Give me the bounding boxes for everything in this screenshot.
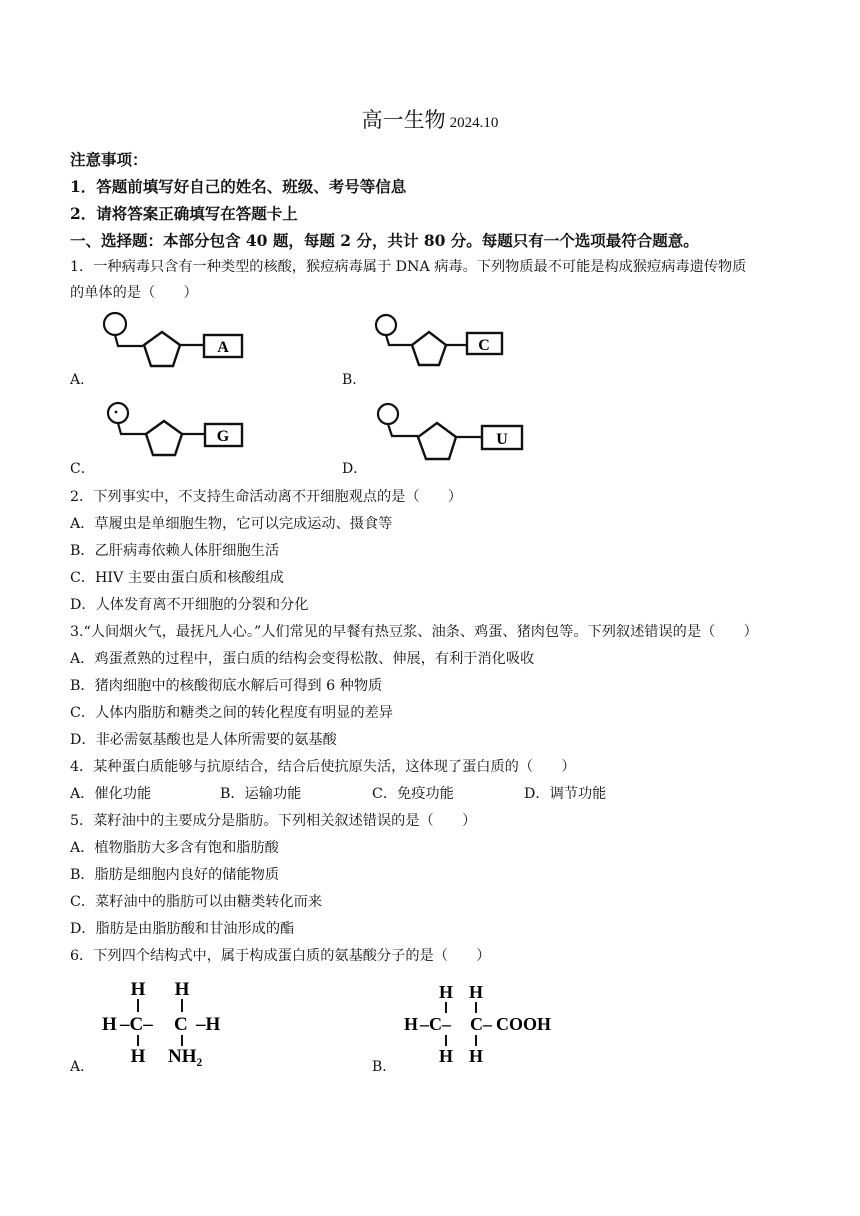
formula-b-c1: –C–	[420, 1014, 451, 1034]
title-text: 高一生物	[361, 108, 446, 132]
q2-option-d: D．人体发育离不开细胞的分裂和分化	[70, 597, 309, 613]
nucleotide-diagram-d	[374, 400, 534, 470]
nucleotide-diagram-a	[100, 310, 250, 380]
q4-option-d: D．调节功能	[524, 786, 607, 802]
q4-option-c: C．免疫功能	[372, 786, 454, 802]
formula-b-left-h: H	[404, 1014, 419, 1034]
q1-option-b-label: B．	[342, 372, 367, 388]
nucleotide-diagram-b	[372, 312, 522, 382]
structural-formula-b	[402, 980, 572, 1065]
notice-item-1: 1．答题前填写好自己的姓名、班级、考号等信息	[70, 177, 407, 196]
formula-b-bottom-1: H	[438, 1046, 454, 1066]
formula-a-left-h: H	[102, 1014, 117, 1035]
formula-b-bottom-2: H	[468, 1046, 484, 1066]
formula-a-c1: –C–	[120, 1014, 153, 1035]
formula-a-bottom-1: H	[130, 1046, 146, 1067]
formula-b-top-1: H	[438, 982, 454, 1002]
formula-a-bottom-2: NH₂	[168, 1046, 203, 1067]
formula-b-c2: C–	[470, 1014, 492, 1034]
base-label-d: U	[496, 431, 508, 448]
q6-option-a-label: A．	[70, 1059, 95, 1075]
q1-option-d-label: D．	[342, 461, 368, 477]
q5-option-d: D．脂肪是由脂肪酸和甘油形成的酯	[70, 921, 295, 937]
formula-b-top-2: H	[468, 982, 484, 1002]
q2-option-b: B．乙肝病毒依赖人体肝细胞生活	[70, 543, 280, 559]
q3-option-a: A．鸡蛋煮熟的过程中，蛋白质的结构会变得松散、伸展，有利于消化吸收	[70, 651, 535, 667]
page-title	[0, 104, 860, 134]
q2-stem: 2．下列事实中，不支持生命活动离不开细胞观点的是（ ）	[70, 489, 463, 505]
q3-option-b: B．猪肉细胞中的核酸彻底水解后可得到 6 种物质	[70, 678, 383, 694]
base-label-b: C	[478, 337, 490, 354]
q3-option-c: C．人体内脂肪和糖类之间的转化程度有明显的差异	[70, 705, 393, 721]
q4-stem: 4．某种蛋白质能够与抗原结合，结合后使抗原失活，这体现了蛋白质的（ ）	[70, 759, 576, 775]
q3-option-d: D．非必需氨基酸也是人体所需要的氨基酸	[70, 732, 337, 748]
formula-a-top-2: H	[174, 979, 190, 1000]
formula-a-right-h: –H	[196, 1014, 221, 1035]
q3-stem: 3.“人间烟火气，最抚凡人心。”人们常见的早餐有热豆浆、油条、鸡蛋、猪肉包等。下列叙述错误的是（ ）	[70, 624, 758, 640]
q5-stem: 5．菜籽油中的主要成分是脂肪。下列相关叙述错误的是（ ）	[70, 813, 477, 829]
structural-formula-a	[96, 975, 246, 1065]
q4-option-b: B．运输功能	[220, 786, 302, 802]
base-label-a: A	[217, 339, 229, 356]
title-date: 2024.10	[449, 115, 499, 131]
nucleotide-diagram-c	[104, 400, 254, 470]
q1-option-a-label: A．	[70, 372, 95, 388]
q1-stem-line1: 1．一种病毒只含有一种类型的核酸，猴痘病毒属于 DNA 病毒。下列物质最不可能是构成猴痘病毒遗传物质	[70, 259, 747, 275]
formula-a-top-1: H	[130, 979, 146, 1000]
q2-option-c: C．HIV 主要由蛋白质和核酸组成	[70, 570, 284, 586]
formula-a-c2: C	[174, 1014, 188, 1035]
q1-stem-line2: 的单体的是（ ）	[70, 285, 198, 301]
base-label-c: G	[216, 428, 230, 445]
q2-option-a: A．草履虫是单细胞生物，它可以完成运动、摄食等	[70, 516, 393, 532]
q6-option-b-label: B．	[372, 1059, 397, 1075]
q4-option-a: A．催化功能	[70, 786, 152, 802]
q5-option-b: B．脂肪是细胞内良好的储能物质	[70, 867, 280, 883]
notice-heading: 注意事项：	[70, 150, 148, 169]
section-heading: 一、选择题：本部分包含 40 题，每题 2 分，共计 80 分。每题只有一个选项最符合题意。	[70, 231, 699, 250]
q5-option-c: C．菜籽油中的脂肪可以由糖类转化而来	[70, 894, 323, 910]
q6-stem: 6．下列四个结构式中，属于构成蛋白质的氨基酸分子的是（ ）	[70, 948, 491, 964]
q5-option-a: A．植物脂肪大多含有饱和脂肪酸	[70, 840, 279, 856]
notice-item-2: 2．请将答案正确填写在答题卡上	[70, 204, 298, 223]
formula-b-cooh: COOH	[496, 1014, 552, 1034]
q1-option-c-label: C．	[70, 461, 95, 477]
